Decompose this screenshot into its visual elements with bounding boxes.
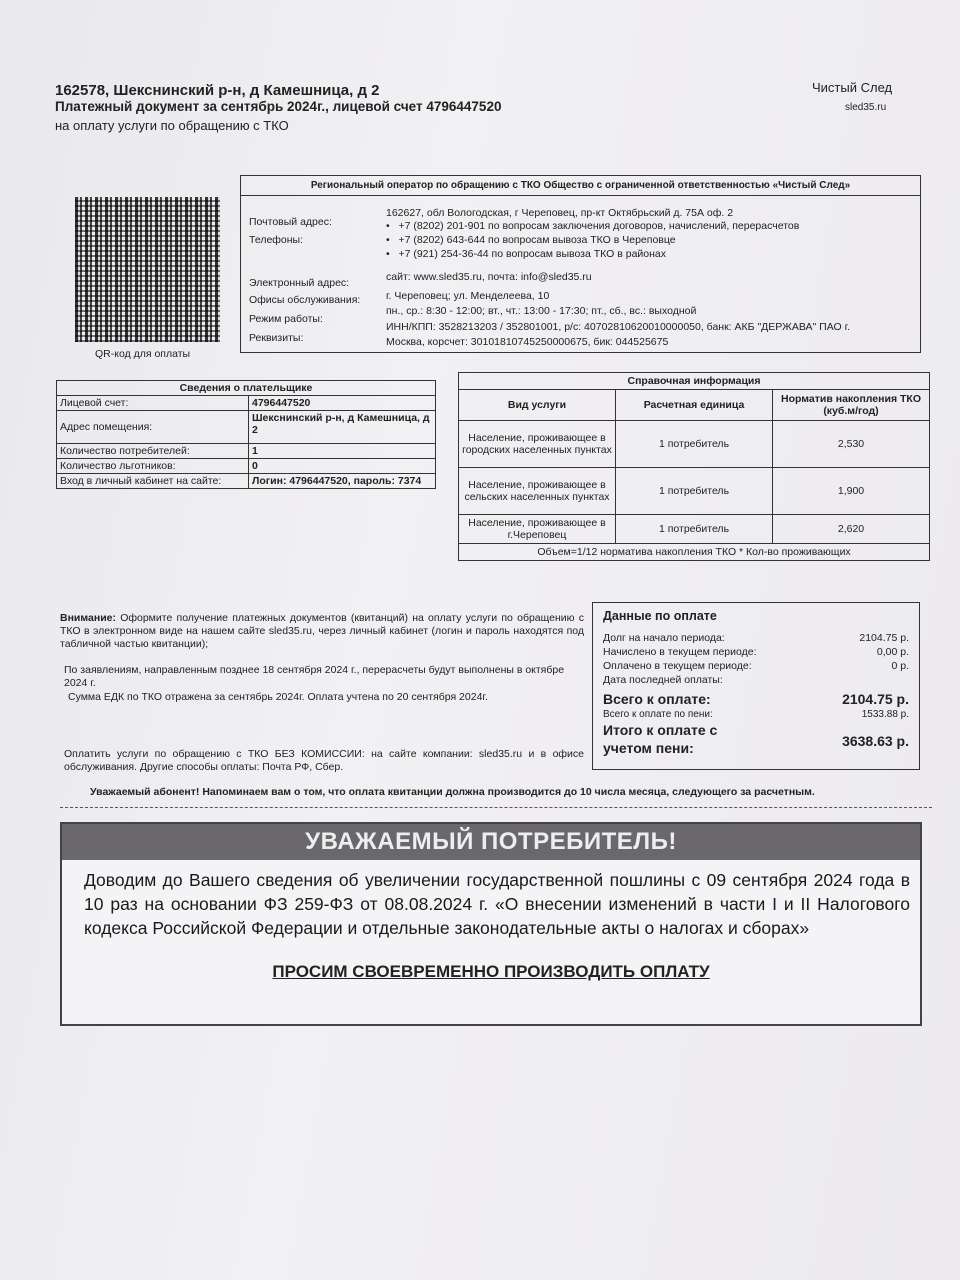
operator-offices: г. Череповец; ул. Менделеева, 10 bbox=[386, 290, 550, 302]
payer-account: 4796447520 bbox=[249, 396, 436, 411]
operator-label-hours: Режим работы: bbox=[249, 313, 323, 325]
ref-unit-1: 1 потребитель bbox=[616, 421, 773, 468]
payer-address-header: 162578, Шекснинский р-н, д Камешница, д 2 bbox=[55, 82, 380, 99]
reference-footnote: Объем=1/12 норматива накопления ТКО * Кол-во проживающих bbox=[459, 544, 930, 561]
payer-label-consumers: Количество потребителей: bbox=[57, 444, 249, 459]
col-unit: Расчетная единица bbox=[616, 390, 773, 421]
reference-table bbox=[458, 372, 930, 561]
last-label: Дата последней оплаты: bbox=[603, 674, 723, 686]
payment-debt-row bbox=[603, 632, 909, 644]
col-service: Вид услуги bbox=[459, 390, 616, 421]
operator-info-box bbox=[240, 175, 921, 353]
table-row bbox=[57, 411, 436, 444]
ref-unit-2: 1 потребитель bbox=[616, 468, 773, 515]
table-row bbox=[459, 468, 930, 515]
operator-label-offices: Офисы обслуживания: bbox=[249, 294, 361, 306]
document-purpose: на оплату услуги по обращению с ТКО bbox=[55, 118, 289, 133]
operator-phone-2: • +7 (8202) 643-644 по вопросам вывоза ТКО в Череповце bbox=[386, 234, 676, 246]
total-label: Всего к оплате: bbox=[603, 691, 711, 707]
payer-address: Шекснинский р-н, д Камешница, д 2 bbox=[249, 411, 436, 444]
banner-title: УВАЖАЕМЫЙ ПОТРЕБИТЕЛЬ! bbox=[62, 824, 920, 860]
consumer-notice-banner bbox=[60, 822, 922, 1026]
ref-norm-3: 2,620 bbox=[773, 515, 930, 544]
grand-value: 3638.63 р. bbox=[842, 733, 909, 749]
payment-title: Данные по оплате bbox=[603, 609, 717, 623]
payer-label-beneficiaries: Количество льготников: bbox=[57, 459, 249, 474]
operator-email: сайт: www.sled35.ru, почта: info@sled35.ru bbox=[386, 271, 592, 283]
phone-3: +7 (921) 254-36-44 по вопросам вывоза ТКО в районах bbox=[398, 248, 667, 260]
table-row bbox=[459, 421, 930, 468]
operator-hours: пн., ср.: 8:30 - 12:00; вт., чт.: 13:00 - 17:30; пт., сб., вс.: выходной bbox=[386, 305, 697, 317]
ref-service-1: Население, проживающее в городских населенных пунктах bbox=[459, 421, 616, 468]
debt-label: Долг на начало периода: bbox=[603, 632, 725, 644]
payer-login: Логин: 4796447520, пароль: 7374 bbox=[249, 474, 436, 489]
operator-label-phones: Телефоны: bbox=[249, 234, 304, 246]
ref-unit-3: 1 потребитель bbox=[616, 515, 773, 544]
payer-beneficiaries: 0 bbox=[249, 459, 436, 474]
table-row bbox=[459, 515, 930, 544]
operator-label-email: Электронный адрес: bbox=[249, 277, 350, 289]
banner-call: ПРОСИМ СВОЕВРЕМЕННО ПРОИЗВОДИТЬ ОПЛАТУ bbox=[272, 962, 710, 981]
qr-caption: QR-код для оплаты bbox=[95, 348, 191, 360]
attention-text: Оформите получение платежных документов (квитанций) на оплату услуги по обращению с ТКО в электронном виде на нашем сайте sled35.ru, через личный кабинет (логин и пароль находятся под табличной частью квитанции); bbox=[60, 612, 584, 650]
payment-box bbox=[592, 602, 920, 770]
notice-recalc: По заявлениям, направленным позднее 18 сентября 2024 г., перерасчеты будут выполнены в октябре 2024 г. bbox=[64, 664, 565, 689]
payer-table bbox=[56, 380, 436, 489]
operator-label-postal: Почтовый адрес: bbox=[249, 216, 332, 228]
payer-label-login: Вход в личный кабинет на сайте: bbox=[57, 474, 249, 489]
penalty-label: Всего к оплате по пени: bbox=[603, 709, 713, 720]
ref-norm-1: 2,530 bbox=[773, 421, 930, 468]
charged-value: 0,00 р. bbox=[876, 646, 909, 658]
cut-line bbox=[60, 807, 932, 808]
payer-title: Сведения о плательщике bbox=[57, 381, 436, 396]
notice-edk: Сумма ЕДК по ТКО отражена за сентябрь 2024г. Оплата учтена по 20 сентября 2024г. bbox=[68, 691, 488, 703]
table-row bbox=[57, 459, 436, 474]
document-title: Платежный документ за сентябрь 2024г., лицевой счет 4796447520 bbox=[55, 99, 502, 114]
payer-label-address: Адрес помещения: bbox=[57, 411, 249, 444]
attention-label: Внимание: bbox=[60, 612, 116, 624]
paid-label: Оплачено в текущем периоде: bbox=[603, 660, 752, 672]
notice-attention bbox=[60, 612, 584, 651]
ref-service-2: Население, проживающее в сельских населенных пунктах bbox=[459, 468, 616, 515]
reference-title: Справочная информация bbox=[459, 373, 930, 390]
qr-code-icon bbox=[75, 197, 220, 342]
payer-consumers: 1 bbox=[249, 444, 436, 459]
table-row bbox=[57, 396, 436, 411]
operator-phone-1: • +7 (8202) 201-901 по вопросам заключения договоров, начислений, перерасчетов bbox=[386, 220, 800, 232]
charged-label: Начислено в текущем периоде: bbox=[603, 646, 757, 658]
payment-total-row bbox=[603, 691, 909, 707]
table-row bbox=[57, 474, 436, 489]
company-site: sled35.ru bbox=[845, 102, 887, 113]
operator-requisites-2: Москва, корсчет: 30101810745250000675, бик: 044525675 bbox=[386, 336, 669, 348]
banner-text: Доводим до Вашего сведения об увеличении государственной пошлины с 09 сентября 2024 года в 10 раз на основании ФЗ 259-ФЗ от 08.08.2024 г. «О внесении изменений в части I и II Налогового кодекса Российской Федерации и отдельные законодательные акты о налогах и сборах» bbox=[84, 870, 910, 938]
payer-label-account: Лицевой счет: bbox=[57, 396, 249, 411]
penalty-value: 1533.88 р. bbox=[861, 709, 909, 720]
payment-reminder: Уважаемый абонент! Напоминаем вам о том, что оплата квитанции должна производится до 10 числа месяца, следующего за расчетным. bbox=[90, 786, 815, 798]
ref-norm-2: 1,900 bbox=[773, 468, 930, 515]
notice-no-commission: Оплатить услуги по обращению с ТКО БЕЗ КОМИССИИ: на сайте компании: sled35.ru и в офисе обслуживания. Другие способы оплаты: Почта РФ, Сбер. bbox=[64, 748, 584, 773]
operator-phone-3: • +7 (921) 254-36-44 по вопросам вывоза ТКО в районах bbox=[386, 248, 667, 260]
payment-last-row bbox=[603, 674, 909, 686]
total-value: 2104.75 р. bbox=[842, 691, 909, 707]
ref-service-3: Население, проживающее в г.Череповец bbox=[459, 515, 616, 544]
operator-title: Региональный оператор по обращению с ТКО Общество с ограниченной ответственностью «Чистый След» bbox=[241, 176, 920, 196]
operator-postal: 162627, обл Вологодская, г Череповец, пр-кт Октябрьский д. 75А оф. 2 bbox=[386, 207, 734, 219]
table-row bbox=[57, 444, 436, 459]
paid-value: 0 р. bbox=[891, 660, 909, 672]
debt-value: 2104.75 р. bbox=[859, 632, 909, 644]
phone-2: +7 (8202) 643-644 по вопросам вывоза ТКО в Череповце bbox=[398, 234, 676, 246]
grand-label: Итого к оплате с учетом пени: bbox=[603, 722, 718, 756]
payment-penalty-row bbox=[603, 709, 909, 720]
payment-charged-row bbox=[603, 646, 909, 658]
operator-label-requisites: Реквизиты: bbox=[249, 332, 304, 344]
payment-paid-row bbox=[603, 660, 909, 672]
col-norm: Норматив накопления ТКО (куб.м/год) bbox=[773, 390, 930, 421]
company-logo: Чистый След bbox=[812, 80, 893, 95]
phone-1: +7 (8202) 201-901 по вопросам заключения договоров, начислений, перерасчетов bbox=[398, 220, 800, 232]
operator-requisites: ИНН/КПП: 3528213203 / 352801001, р/с: 40702810620010000050, банк: АКБ "ДЕРЖАВА" ПАО г. bbox=[386, 321, 851, 333]
